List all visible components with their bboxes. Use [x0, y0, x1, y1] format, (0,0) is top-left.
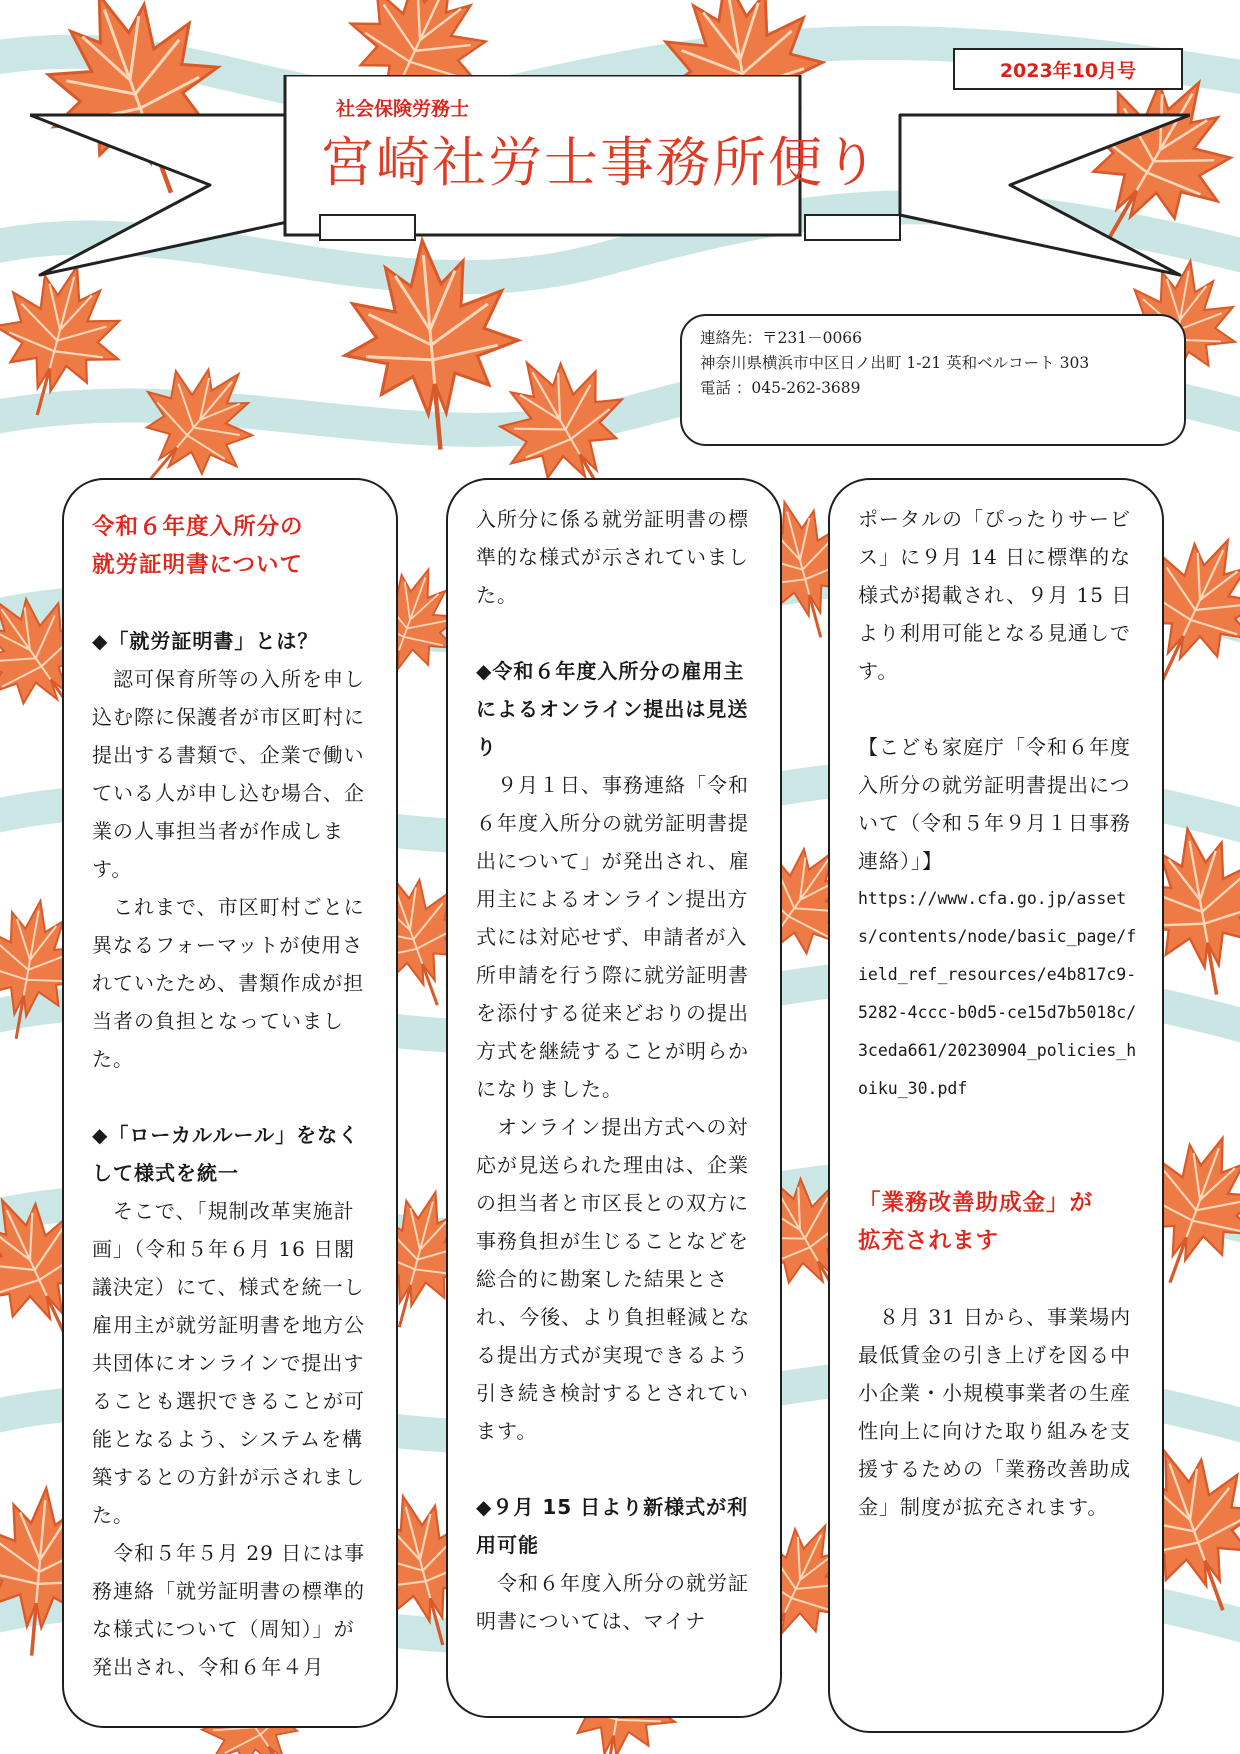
section-heading: ◆９月 15 日より新様式が利用可能: [476, 1495, 749, 1557]
article-heading-line1: 令和６年度入所分の: [92, 514, 304, 540]
newsletter-title: 宮崎社労士事務所便り: [320, 131, 880, 194]
article-heading-line2: 就労証明書について: [92, 552, 304, 578]
source-reference: 【こども家庭庁「令和６年度入所分の就労証明書提出について（令和５年９月１日事務連絡）」】: [858, 735, 1131, 873]
contact-address: 神奈川県横浜市中区日ノ出町 1-21 英和ベルコート 303: [700, 354, 1090, 372]
issue-date-badge: 2023年10月号: [953, 48, 1183, 90]
section-heading: ◆「ローカルルール」をなくして様式を統一: [92, 1123, 360, 1185]
paragraph: これまで、市区町村ごとに異なるフォーマットが使用されていたため、書類作成が担当者の負担となっていました。: [92, 895, 365, 1071]
section-heading: ◆「就労証明書」とは？: [92, 629, 319, 653]
banner-subtitle: 社会保険労務士: [336, 98, 470, 120]
section-heading: ◆令和６年度入所分の雇用主によるオンライン提出は見送り: [476, 659, 749, 759]
article-column-3: [828, 478, 1164, 1733]
paragraph: そこで、「規制改革実施計画」（令和５年６月 16 日閣議決定）にて、様式を統一し雇用主が就労証明書を地方公共団体にオンラインで提出することも選択できることが可能となるよう、システムを構築するとの方針が示されました。: [92, 1199, 365, 1527]
paragraph: ポータルの「ぴったりサービス」に９月 14 日に標準的な様式が掲載され、９月 15 日より利用可能となる見通しです。: [858, 507, 1133, 683]
contact-postal: 連絡先：〒231－0066: [700, 329, 863, 347]
contact-phone: 電話 ：045-262-3689: [700, 379, 861, 397]
paragraph: ９月１日、事務連絡「令和６年度入所分の就労証明書提出について」が発出され、雇用主によるオンライン提出方式には対応せず、申請者が入所申請を行う際に就労証明書を添付する従来どおりの提出方式を継続することが明らかになりました。: [476, 773, 750, 1101]
paragraph: ８月 31 日から、事業場内最低賃金の引き上げを図る中小企業・小規模事業者の生産性向上に向けた取り組みを支援するための「業務改善助成金」制度が拡充されます。: [858, 1305, 1132, 1519]
article-column-1: [62, 478, 398, 1728]
article-heading-line1: 「業務改善助成金」が: [858, 1190, 1094, 1216]
paragraph: 入所分に係る就労証明書の標準的な様式が示されていました。: [476, 507, 749, 607]
article-column-2: [446, 478, 782, 1718]
paragraph: 認可保育所等の入所を申し込む際に保護者が市区町村に提出する書類で、企業で働いている人が申し込む場合、企業の人事担当者が作成します。: [92, 667, 365, 881]
paragraph: オンライン提出方式への対応が見送られた理由は、企業の担当者と市区長との双方に事務負担が生じることなどを総合的に勘案した結果とされ、今後、より負担軽減となる提出方式が実現できるよう引き続き検討するとされています。: [476, 1115, 751, 1443]
paragraph: 令和６年度入所分の就労証明書については、マイナ: [476, 1571, 749, 1633]
contact-box: [680, 314, 1186, 446]
source-url-link[interactable]: https://www.cfa.go.jp/assets/contents/node/basic_page/field_ref_resources/e4b817c9-5282-4ccc-b0d5-ce15d7b5018c/3ceda661/20230904_policies_hoiku_30.pdf: [858, 889, 1137, 1098]
paragraph: 令和５年５月 29 日には事務連絡「就労証明書の標準的な様式について（周知）」が発出され、令和６年４月: [92, 1541, 366, 1679]
article-heading-line2: 拡充されます: [858, 1228, 1000, 1254]
